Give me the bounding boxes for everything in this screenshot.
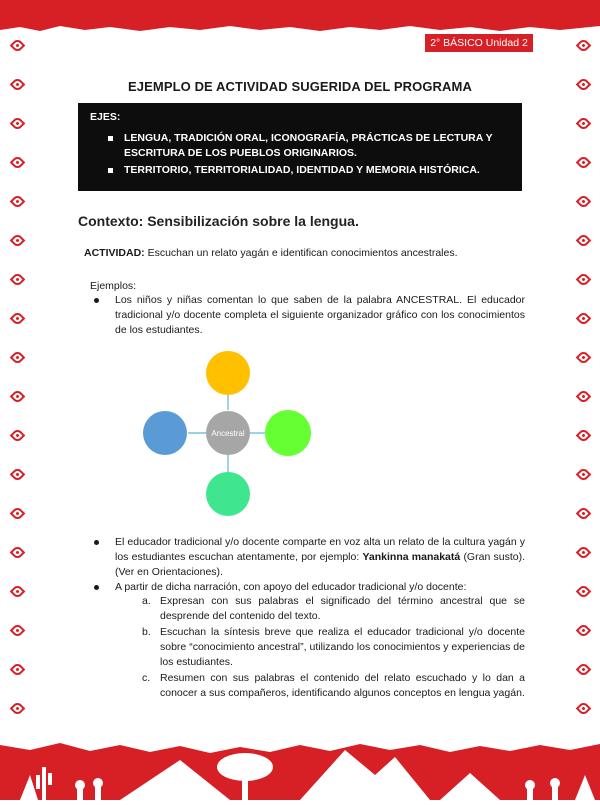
list-item-text: Los niños y niñas comentan lo que saben de la palabra ANCESTRAL. El educador tradicional y/o docente completa el siguiente organizador gráfico con los conocimientos de los estudiantes. <box>115 294 525 336</box>
footer-landscape-illustration <box>0 705 600 800</box>
sub-list-item <box>142 594 525 624</box>
diamond-ornament-icon <box>575 545 591 561</box>
list-item <box>115 580 525 595</box>
list-item-text: A partir de dicha narración, con apoyo del educador tradicional y/o docente: <box>115 581 467 593</box>
diamond-ornament-icon <box>9 662 25 678</box>
graphic-organizer <box>140 345 320 525</box>
node-top <box>206 351 250 395</box>
diamond-ornament-icon <box>9 389 25 405</box>
examples-label: Ejemplos: <box>90 280 137 292</box>
node-left <box>143 411 187 455</box>
axes-box <box>78 103 522 191</box>
story-title: Yankinna manakatá <box>362 551 461 563</box>
node-center-label: Ancestral <box>211 429 245 438</box>
axes-label: EJES: <box>90 111 121 123</box>
list-item <box>115 535 525 580</box>
diamond-ornament-icon <box>9 350 25 366</box>
diamond-ornament-icon <box>9 506 25 522</box>
right-decorative-border <box>576 40 590 742</box>
axes-item-text: LENGUA, TRADICIÓN ORAL, ICONOGRAFÍA, PRÁCTICAS DE LECTURA Y ESCRITURA DE LOS PUEBLOS ORIGINARIOS. <box>124 132 493 159</box>
diamond-ornament-icon <box>9 38 25 54</box>
list-item-text-after: (Gran susto). (Ver en Orientaciones). <box>115 551 525 578</box>
unit-badge: 2° BÁSICO Unidad 2 <box>425 34 533 52</box>
diamond-ornament-icon <box>9 311 25 327</box>
node-bottom <box>206 472 250 516</box>
diamond-ornament-icon <box>575 662 591 678</box>
diamond-ornament-icon <box>9 116 25 132</box>
axes-item <box>90 163 510 178</box>
diamond-ornament-icon <box>575 272 591 288</box>
diamond-ornament-icon <box>575 428 591 444</box>
sub-list-text: Resumen con sus palabras el contenido del relato escuchado y lo dan a conocer a sus compañeros, identificando algunos conceptos en lengua yagán. <box>160 672 525 699</box>
activity-text: Escuchan un relato yagán e identifican conocimientos ancestrales. <box>144 247 458 259</box>
page-title: EJEMPLO DE ACTIVIDAD SUGERIDA DEL PROGRAMA <box>128 79 472 94</box>
diamond-ornament-icon <box>575 389 591 405</box>
axes-item-text: TERRITORIO, TERRITORIALIDAD, IDENTIDAD Y MEMORIA HISTÓRICA. <box>124 164 480 176</box>
diamond-ornament-icon <box>9 194 25 210</box>
diamond-ornament-icon <box>575 311 591 327</box>
bullet-icon <box>94 298 99 303</box>
diamond-ornament-icon <box>575 194 591 210</box>
sub-list-text: Expresan con sus palabras el significado del término ancestral que se desprende del contenido del texto. <box>160 595 525 622</box>
diamond-ornament-icon <box>575 506 591 522</box>
left-decorative-border <box>10 40 24 742</box>
axes-item <box>90 131 510 161</box>
bullet-icon <box>94 540 99 545</box>
diamond-ornament-icon <box>575 38 591 54</box>
diamond-ornament-icon <box>9 155 25 171</box>
sub-list-letter: a. <box>142 595 151 607</box>
sub-list-item <box>142 671 525 701</box>
diamond-ornament-icon <box>575 155 591 171</box>
square-bullet-icon <box>108 136 113 141</box>
list-item-text: El educador tradicional y/o docente comparte en voz alta un relato de la cultura yagán y los estudiantes escuchan atentamente, por ejemplo: <box>115 536 525 563</box>
diamond-ornament-icon <box>575 584 591 600</box>
diamond-ornament-icon <box>575 350 591 366</box>
context-heading: Contexto: Sensibilización sobre la lengua. <box>78 213 359 229</box>
square-bullet-icon <box>108 168 113 173</box>
diamond-ornament-icon <box>9 233 25 249</box>
activity-line <box>84 247 458 259</box>
diamond-ornament-icon <box>9 428 25 444</box>
diamond-ornament-icon <box>9 272 25 288</box>
activity-label: ACTIVIDAD: <box>84 247 145 259</box>
sub-list-item <box>142 625 525 670</box>
diamond-ornament-icon <box>575 623 591 639</box>
diamond-ornament-icon <box>9 623 25 639</box>
node-right <box>265 410 311 456</box>
axes-list <box>90 131 510 178</box>
diamond-ornament-icon <box>9 545 25 561</box>
sub-list-letter: c. <box>142 672 151 684</box>
sub-list-letter: b. <box>142 626 151 638</box>
diamond-ornament-icon <box>9 467 25 483</box>
diamond-ornament-icon <box>575 467 591 483</box>
list-item <box>115 293 525 338</box>
bullet-icon <box>94 585 99 590</box>
sub-list-text: Escuchan la síntesis breve que realiza el educador tradicional y/o docente sobre “conocimiento ancestral”, utilizando los conocimientos y experiencias de los estudiantes. <box>160 626 525 668</box>
diamond-ornament-icon <box>575 233 591 249</box>
diamond-ornament-icon <box>9 584 25 600</box>
diamond-ornament-icon <box>575 116 591 132</box>
